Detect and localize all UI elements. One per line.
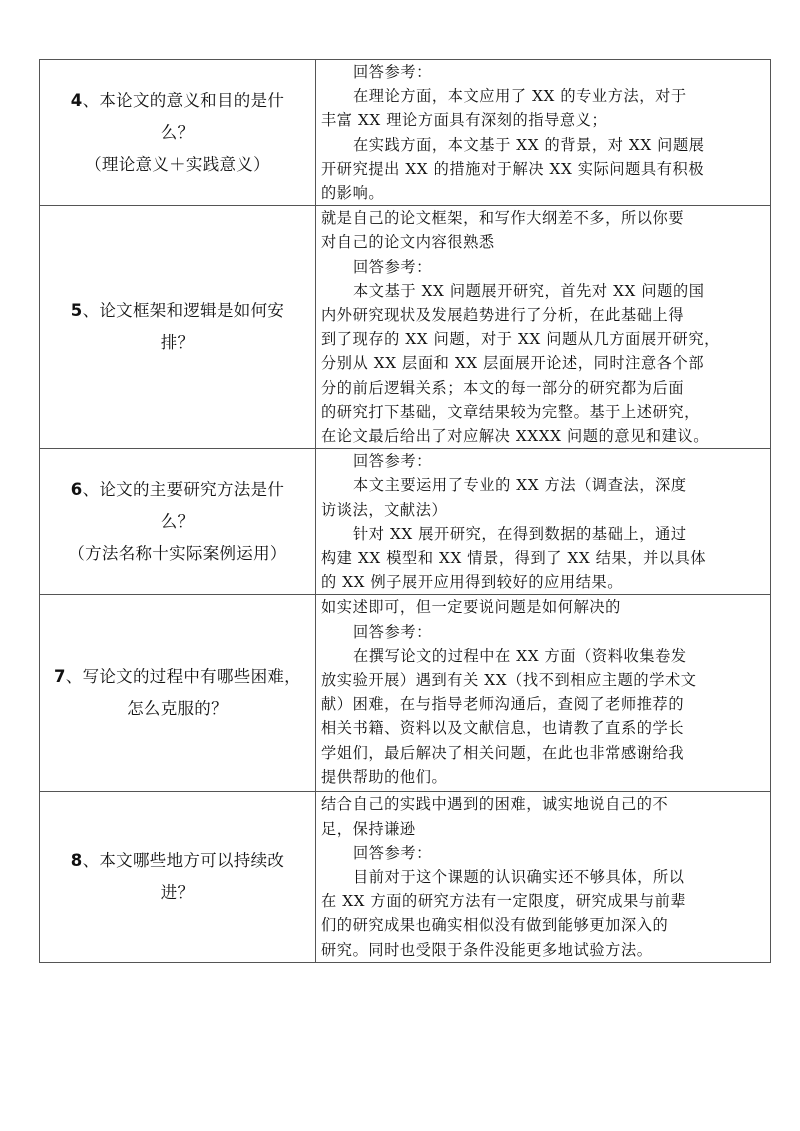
answer-line: 在 XX 方面的研究方法有一定限度，研究成果与前辈 xyxy=(321,892,687,911)
answer-cell xyxy=(316,595,771,792)
question-note: （方法名称十实际案例运用） xyxy=(68,543,287,563)
question-line: 么？ xyxy=(160,122,195,142)
question-cell xyxy=(40,60,316,206)
answer-hint: 如实述即可，但一定要说问题是如何解决的 xyxy=(321,598,621,617)
answer-line: 回答参考： xyxy=(353,452,432,471)
answer-line: 回答参考： xyxy=(353,63,432,81)
question-cell xyxy=(40,206,316,449)
answer-line: 分别从 XX 层面和 XX 层面展开论述，同时注意各个部 xyxy=(321,354,705,373)
answer-line: 在理论方面，本文应用了 XX 的专业方法，对于 xyxy=(353,87,687,106)
question-cell xyxy=(40,449,316,595)
question-note: （理论意义＋实践意义） xyxy=(85,154,270,174)
answer-line: 构建 XX 模型和 XX 情景，得到了 XX 结果，并以具体 xyxy=(321,549,707,568)
answer-hint: 结合自己的实践中遇到的困难，诚实地说自己的不 xyxy=(321,795,669,814)
answer-line: 开研究提出 XX 的措施对于解决 XX 实际问题具有积极 xyxy=(321,159,705,178)
answer-line: 提供帮助的他们。 xyxy=(321,767,448,786)
answer-hint: 足，保持谦逊 xyxy=(321,819,416,838)
answer-cell xyxy=(316,60,771,206)
answer-line: 内外研究现状及发展趋势进行了分析，在此基础上得 xyxy=(321,306,685,325)
answer-line: 到了现存的 XX 问题，对于 XX 问题从几方面展开研究， xyxy=(321,330,720,349)
answer-cell xyxy=(316,206,771,449)
answer-cell xyxy=(316,449,771,595)
answer-line: 在论文最后给出了对应解决 XXXX 问题的意见和建议。 xyxy=(321,427,710,446)
answer-line: 本文主要运用了专业的 XX 方法（调查法，深度 xyxy=(353,476,687,495)
answer-line: 的研究打下基础，文章结果较为完整。基于上述研究， xyxy=(321,402,700,421)
table-row-q6 xyxy=(40,449,771,595)
question-line: 4、本论文的意义和目的是什 xyxy=(70,90,285,110)
answer-line: 分的前后逻辑关系；本文的每一部分的研究都为后面 xyxy=(321,378,685,397)
answer-line: 的 XX 例子展开应用得到较好的应用结果。 xyxy=(321,573,624,592)
table-row-q7 xyxy=(40,595,771,792)
answer-line: 研究。同时也受限于条件没能更多地试验方法。 xyxy=(321,940,653,959)
question-line: 8、本文哪些地方可以持续改 xyxy=(70,851,285,871)
answer-hint: 就是自己的论文框架，和写作大纲差不多，所以你要 xyxy=(321,209,685,228)
answer-line: 学姐们，最后解决了相关问题，在此也非常感谢给我 xyxy=(321,743,685,762)
answer-line: 目前对于这个课题的认识确实还不够具体，所以 xyxy=(353,868,685,887)
table-row-q8 xyxy=(40,792,771,962)
question-number: 7 xyxy=(54,667,66,687)
answer-line: 访谈法，文献法） xyxy=(321,500,448,519)
answer-line: 在撰写论文的过程中在 XX 方面（资料收集卷发 xyxy=(353,646,687,665)
question-line: 么？ xyxy=(160,511,195,531)
question-cell xyxy=(40,595,316,792)
answer-hint: 对自己的论文内容很熟悉 xyxy=(321,233,495,252)
question-line: 7、写论文的过程中有哪些困难， xyxy=(54,667,301,687)
answer-line: 回答参考： xyxy=(353,843,432,862)
question-number: 6 xyxy=(70,479,83,499)
answer-line: 针对 XX 展开研究，在得到数据的基础上，通过 xyxy=(353,524,687,543)
answer-line: 回答参考： xyxy=(353,257,432,276)
answer-line: 本文基于 XX 问题展开研究，首先对 XX 问题的国 xyxy=(353,281,705,300)
answer-line: 们的研究成果也确实相似没有做到能够更加深入的 xyxy=(321,916,669,935)
answer-line: 相关书籍、资料以及文献信息，也请教了直系的学长 xyxy=(321,719,685,738)
answer-line: 丰富 XX 理论方面具有深刻的指导意义； xyxy=(321,111,608,130)
answer-line: 在实践方面，本文基于 XX 的背景，对 XX 问题展 xyxy=(353,135,705,154)
question-number: 4 xyxy=(70,90,83,110)
table-row-q5 xyxy=(40,206,771,449)
question-line: 排？ xyxy=(160,333,195,353)
question-cell xyxy=(40,792,316,962)
answer-line: 回答参考： xyxy=(353,622,432,641)
question-line: 进？ xyxy=(160,883,195,903)
question-line: 怎么克服的？ xyxy=(127,699,228,719)
table-row-q4 xyxy=(40,60,771,206)
answer-cell xyxy=(316,792,771,962)
qa-table xyxy=(39,59,771,963)
answer-line: 的影响。 xyxy=(321,184,385,203)
question-line: 5、论文框架和逻辑是如何安 xyxy=(70,301,285,321)
question-number: 5 xyxy=(70,301,83,321)
answer-line: 献）困难，在与指导老师沟通后，查阅了老师推荐的 xyxy=(321,695,685,714)
question-number: 8 xyxy=(70,851,83,871)
question-line: 6、论文的主要研究方法是什 xyxy=(70,479,285,499)
answer-line: 放实验开展）遇到有关 XX（找不到相应主题的学术文 xyxy=(321,671,697,690)
